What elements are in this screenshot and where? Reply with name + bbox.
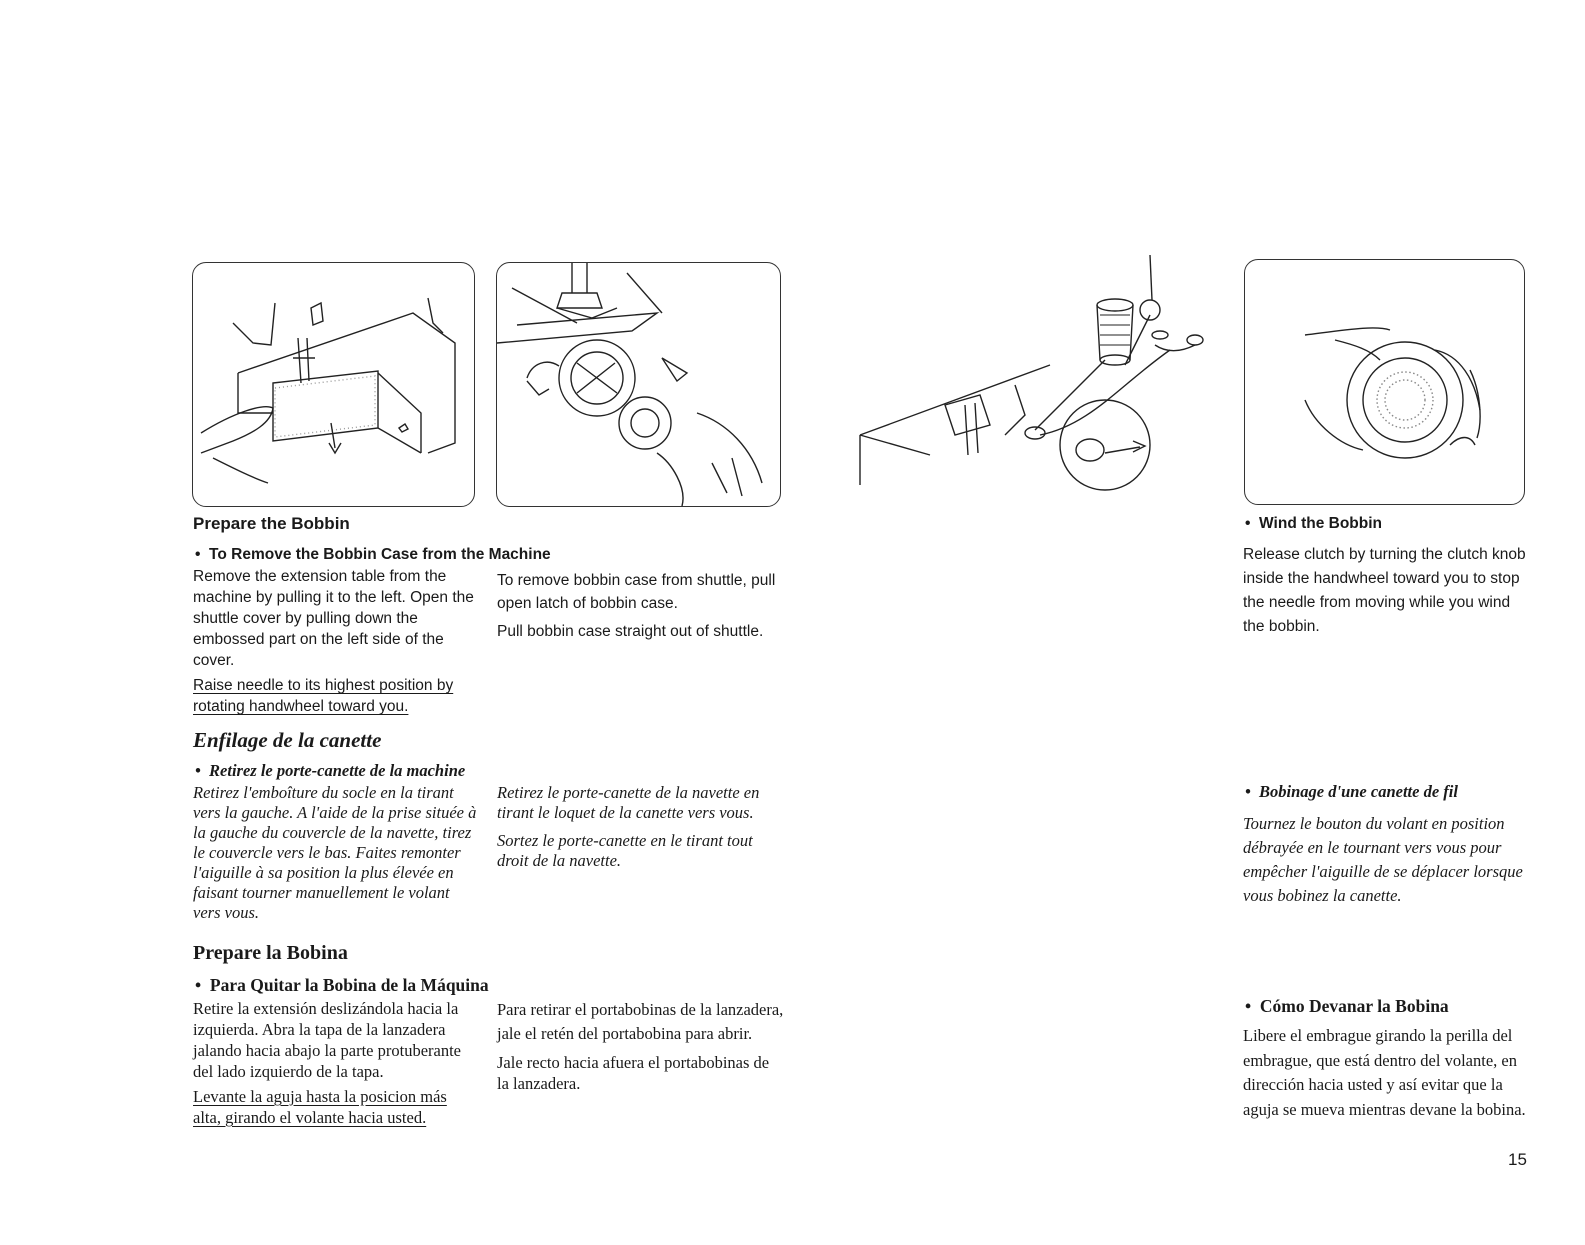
subtitle-wind-bobbin-french: • Bobinage d'une canette de fil [1245, 782, 1458, 802]
spanish-col1 [193, 998, 478, 1128]
spanish-col1-para2: Levante la aguja hasta la posicion más alta, girando el volante hacia usted. [193, 1087, 447, 1127]
wind-bobbin-spanish-para: Libere el embrague girando la perilla del embrague, que está dentro del volante, en dirección hacia usted y así evitar que la aguja se mueva mientras devane la bobina. [1243, 1026, 1526, 1119]
english-col1-para2: Raise needle to its highest position by rotating handwheel toward you. [193, 677, 454, 715]
french-col2-para2: Sortez le porte-canette en le tirant tout droit de la navette. [497, 831, 753, 870]
spanish-col1-para1: Retire la extensión deslizándola hacia la izquierda. Abra la tapa de la lanzadera jalando hacia abajo la parte protuberante del lado izquierdo de la tapa. [193, 999, 461, 1081]
right-french-text [1243, 812, 1528, 908]
subtitle-wind-bobbin-spanish: • Cómo Devanar la Bobina [1245, 996, 1449, 1017]
french-col1-para1: Retirez l'emboîture du socle en la tirant vers la gauche. A l'aide de la prise située à la gauche du couvercle de la navette, tirez le couvercle vers le bas. Faites remonter l'aiguille à sa position la plus élevée en faisant tourner manuellement le volant vers vous. [193, 783, 477, 922]
section-title-english: Prepare the Bobbin [193, 514, 350, 533]
french-col2 [497, 783, 782, 871]
illustration-bobbin-winding-thread-path [850, 255, 1215, 505]
subtitle-wind-bobbin-english: • Wind the Bobbin [1245, 515, 1382, 533]
illustration-remove-bobbin-case [496, 262, 781, 507]
illustration-remove-extension-table [192, 262, 475, 507]
subtitle-remove-bobbin-case-spanish: • Para Quitar la Bobina de la Máquina [195, 975, 489, 996]
spanish-col2 [497, 998, 785, 1094]
page-number: 15 [1508, 1150, 1527, 1169]
english-col1 [193, 566, 478, 717]
wind-bobbin-french-para: Tournez le bouton du volant en position débrayée en le tournant vers vous pour empêcher l'aiguille de se déplacer lorsque vous bobinez la canette. [1243, 814, 1523, 905]
right-spanish-text [1243, 1024, 1530, 1122]
french-col2-para1: Retirez le porte-canette de la navette en tirant le loquet de la canette vers vous. [497, 783, 760, 822]
spanish-col2-para2: Jale recto hacia afuera el portabobinas de la lanzadera. [497, 1053, 770, 1093]
subtitle-remove-bobbin-case-english: • To Remove the Bobbin Case from the Machine [195, 546, 551, 564]
english-col2 [497, 569, 782, 643]
wind-bobbin-english-para: Release clutch by turning the clutch knob inside the handwheel toward you to stop the needle from moving while you wind the bobbin. [1243, 546, 1526, 635]
english-col2-para1: To remove bobbin case from shuttle, pull open latch of bobbin case. [497, 572, 776, 612]
english-col1-para1: Remove the extension table from the machine by pulling it to the left. Open the shuttle cover by pulling down the embossed part on the left side of the cover. [193, 568, 474, 669]
section-title-french: Enfilage de la canette [193, 728, 382, 752]
spanish-col2-para1: Para retirar el portabobinas de la lanzadera, jale el retén del portabobina para abrir. [497, 1000, 784, 1043]
french-col1 [193, 783, 478, 923]
subtitle-remove-bobbin-case-french: • Retirez le porte-canette de la machine [195, 761, 465, 781]
english-col2-para2: Pull bobbin case straight out of shuttle. [497, 623, 764, 640]
illustration-release-clutch-knob [1244, 259, 1525, 505]
right-english-text [1243, 543, 1528, 639]
section-title-spanish: Prepare la Bobina [193, 942, 348, 964]
